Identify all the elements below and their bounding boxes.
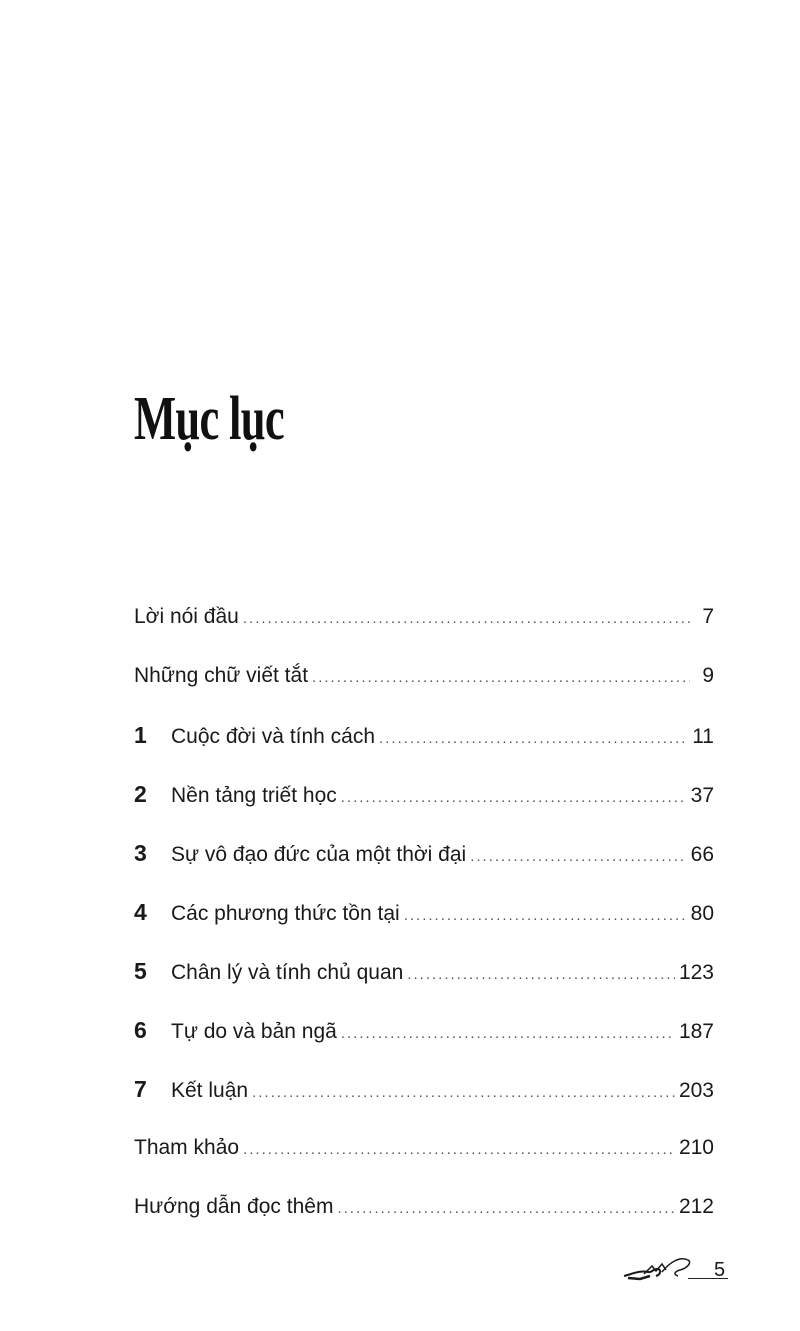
toc-entry-page: 7 <box>702 605 714 628</box>
toc-entry-page: 210 <box>678 1136 714 1159</box>
leader-dots <box>243 1133 675 1167</box>
toc-entry-page: 37 <box>690 784 714 807</box>
leader-dots <box>337 1192 675 1226</box>
leader-dots <box>252 1076 675 1110</box>
toc-entry-abbreviations[interactable] <box>134 659 714 693</box>
toc-entry-page: 187 <box>678 1020 714 1043</box>
leader-dots <box>407 958 675 992</box>
toc-entry-references[interactable] <box>134 1131 714 1165</box>
page-footer <box>622 1252 732 1288</box>
leader-dots <box>312 661 690 695</box>
toc-entry-chapter-5[interactable] <box>134 954 714 988</box>
chapter-number: 2 <box>134 781 147 807</box>
toc-entry-chapter-4[interactable] <box>134 895 714 929</box>
toc-entry-label: Nền tảng triết học <box>171 784 337 807</box>
chapter-number: 4 <box>134 899 147 925</box>
toc-entry-label: Kết luận <box>171 1079 249 1102</box>
toc-entry-label: Những chữ viết tắt <box>134 664 309 687</box>
toc-entry-chapter-6[interactable] <box>134 1013 714 1047</box>
toc-entry-label: Cuộc đời và tính cách <box>171 725 376 748</box>
toc-entry-page: 203 <box>678 1079 714 1102</box>
flourish-ornament-icon <box>622 1252 712 1286</box>
toc-entry-chapter-1[interactable] <box>134 718 714 752</box>
toc-entry-page: 123 <box>678 961 714 984</box>
leader-dots <box>341 1017 675 1051</box>
toc-entry-further-reading[interactable] <box>134 1190 714 1224</box>
chapter-number: 3 <box>134 840 147 866</box>
leader-dots <box>404 899 687 933</box>
toc-entry-page: 80 <box>690 902 714 925</box>
toc-entry-label: Sự vô đạo đức của một thời đại <box>171 843 467 866</box>
page-number: 5 <box>714 1259 726 1281</box>
toc-entry-label: Hướng dẫn đọc thêm <box>134 1195 334 1218</box>
toc-entry-chapter-2[interactable] <box>134 777 714 811</box>
leader-dots <box>470 840 686 874</box>
chapter-number: 1 <box>134 722 147 748</box>
leader-dots <box>379 722 688 756</box>
toc-entry-page: 66 <box>690 843 714 866</box>
toc-entry-page: 11 <box>692 725 714 748</box>
toc-entry-chapter-7[interactable] <box>134 1072 714 1106</box>
toc-entry-page: 9 <box>702 664 714 687</box>
chapter-number: 7 <box>134 1076 147 1102</box>
toc-entry-chapter-3[interactable] <box>134 836 714 870</box>
toc-entry-preface[interactable] <box>134 600 714 634</box>
leader-dots <box>341 781 687 815</box>
page-title: Mục lục <box>134 385 284 453</box>
chapter-number: 5 <box>134 958 147 984</box>
toc-entry-label: Chân lý và tính chủ quan <box>171 961 404 984</box>
chapter-number: 6 <box>134 1017 147 1043</box>
toc-entry-page: 212 <box>678 1195 714 1218</box>
toc-entry-label: Tự do và bản ngã <box>171 1020 337 1043</box>
leader-dots <box>243 602 690 636</box>
toc-entry-label: Lời nói đầu <box>134 605 239 628</box>
toc-entry-label: Các phương thức tồn tại <box>171 902 400 925</box>
toc-entry-label: Tham khảo <box>134 1136 240 1159</box>
